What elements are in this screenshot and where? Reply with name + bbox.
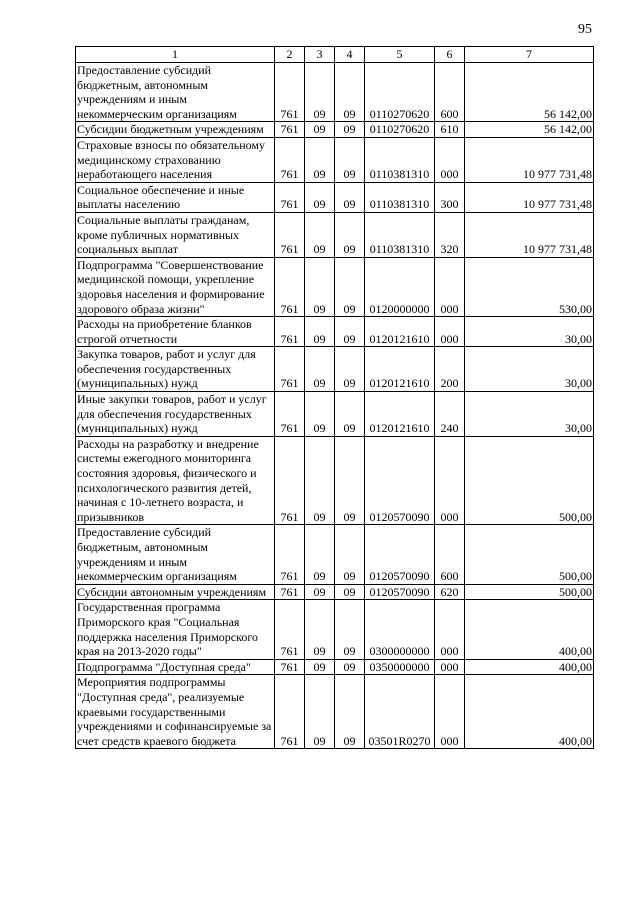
header-cell: 1 [76,47,275,63]
cell-target-article: 0120121610 [365,347,435,392]
cell-name: Государственная программа Приморского края "Социальная поддержка населения Приморского края на 2013-2020 годы" [76,600,275,659]
cell-name: Мероприятия подпрограммы "Доступная среда", реализуемые краевыми государственными учреждениями и софинансируемые за счет средств краевого бюджета [76,675,275,749]
cell-subsection: 09 [335,122,365,138]
cell-amount: 500,00 [465,584,594,600]
cell-subsection: 09 [335,182,365,212]
cell-department: 761 [275,182,305,212]
cell-target-article: 0120121610 [365,317,435,347]
table-row [76,525,594,584]
cell-department: 761 [275,600,305,659]
cell-amount: 30,00 [465,347,594,392]
cell-department: 761 [275,257,305,316]
cell-section: 09 [305,525,335,584]
cell-department: 761 [275,584,305,600]
cell-section: 09 [305,257,335,316]
cell-subsection: 09 [335,525,365,584]
cell-name: Субсидии бюджетным учреждениям [76,122,275,138]
cell-expense-type: 000 [435,659,465,675]
cell-expense-type: 610 [435,122,465,138]
header-cell: 2 [275,47,305,63]
cell-amount: 400,00 [465,675,594,749]
cell-target-article: 0350000000 [365,659,435,675]
cell-section: 09 [305,659,335,675]
table-row [76,392,594,437]
cell-name: Социальные выплаты гражданам, кроме публичных нормативных социальных выплат [76,212,275,257]
cell-name: Субсидии автономным учреждениям [76,584,275,600]
cell-subsection: 09 [335,212,365,257]
cell-name: Расходы на приобретение бланков строгой отчетности [76,317,275,347]
cell-subsection: 09 [335,600,365,659]
cell-target-article: 0120570090 [365,436,435,525]
cell-target-article: 0110381310 [365,182,435,212]
cell-name: Расходы на разработку и внедрение системы ежегодного мониторинга состояния здоровья, физического и психологического развития детей, начиная с 10-летнего возраста, и призывников [76,436,275,525]
cell-subsection: 09 [335,675,365,749]
cell-subsection: 09 [335,137,365,182]
cell-subsection: 09 [335,584,365,600]
header-cell: 5 [365,47,435,63]
cell-target-article: 0120570090 [365,584,435,600]
table-row [76,182,594,212]
cell-amount: 30,00 [465,392,594,437]
cell-expense-type: 620 [435,584,465,600]
cell-expense-type: 600 [435,63,465,122]
cell-expense-type: 200 [435,347,465,392]
cell-subsection: 09 [335,63,365,122]
cell-expense-type: 300 [435,182,465,212]
cell-amount: 500,00 [465,436,594,525]
cell-subsection: 09 [335,436,365,525]
cell-section: 09 [305,347,335,392]
table-row [76,600,594,659]
cell-department: 761 [275,317,305,347]
cell-section: 09 [305,212,335,257]
cell-amount: 530,00 [465,257,594,316]
header-cell: 3 [305,47,335,63]
cell-target-article: 03501R0270 [365,675,435,749]
cell-expense-type: 000 [435,600,465,659]
cell-subsection: 09 [335,347,365,392]
cell-name: Социальное обеспечение и иные выплаты населению [76,182,275,212]
cell-department: 761 [275,525,305,584]
cell-target-article: 0300000000 [365,600,435,659]
cell-name: Страховые взносы по обязательному медицинскому страхованию неработающего населения [76,137,275,182]
header-row [76,47,594,63]
table-row [76,122,594,138]
cell-section: 09 [305,122,335,138]
cell-department: 761 [275,212,305,257]
cell-target-article: 0120570090 [365,525,435,584]
table-row [76,436,594,525]
cell-expense-type: 240 [435,392,465,437]
header-cell: 6 [435,47,465,63]
cell-amount: 10 977 731,48 [465,137,594,182]
table-row [76,137,594,182]
cell-department: 761 [275,122,305,138]
table-row [76,212,594,257]
cell-section: 09 [305,63,335,122]
cell-name: Предоставление субсидий бюджетным, автономным учреждениям и иным некоммерческим организациям [76,525,275,584]
cell-section: 09 [305,584,335,600]
cell-section: 09 [305,600,335,659]
cell-amount: 400,00 [465,659,594,675]
table-body [76,47,594,749]
cell-section: 09 [305,675,335,749]
cell-target-article: 0110270620 [365,122,435,138]
cell-name: Иные закупки товаров, работ и услуг для обеспечения государственных (муниципальных) нужд [76,392,275,437]
cell-amount: 56 142,00 [465,122,594,138]
cell-expense-type: 000 [435,257,465,316]
table-row [76,63,594,122]
cell-expense-type: 600 [435,525,465,584]
cell-section: 09 [305,436,335,525]
table-row [76,347,594,392]
cell-section: 09 [305,317,335,347]
page-number: 95 [578,22,592,37]
cell-amount: 56 142,00 [465,63,594,122]
header-cell: 7 [465,47,594,63]
cell-section: 09 [305,137,335,182]
cell-subsection: 09 [335,317,365,347]
cell-department: 761 [275,659,305,675]
cell-subsection: 09 [335,257,365,316]
cell-target-article: 0110270620 [365,63,435,122]
cell-target-article: 0120121610 [365,392,435,437]
table-row [76,317,594,347]
cell-department: 761 [275,675,305,749]
table-row [76,659,594,675]
cell-section: 09 [305,392,335,437]
cell-expense-type: 320 [435,212,465,257]
cell-subsection: 09 [335,659,365,675]
cell-name: Предоставление субсидий бюджетным, автономным учреждениям и иным некоммерческим организациям [76,63,275,122]
table-row [76,257,594,316]
table-row [76,584,594,600]
cell-department: 761 [275,436,305,525]
cell-target-article: 0110381310 [365,137,435,182]
cell-subsection: 09 [335,392,365,437]
cell-name: Подпрограмма "Доступная среда" [76,659,275,675]
cell-name: Закупка товаров, работ и услуг для обеспечения государственных (муниципальных) нужд [76,347,275,392]
table-row [76,675,594,749]
cell-expense-type: 000 [435,317,465,347]
cell-target-article: 0110381310 [365,212,435,257]
cell-amount: 30,00 [465,317,594,347]
cell-department: 761 [275,347,305,392]
cell-department: 761 [275,63,305,122]
cell-department: 761 [275,392,305,437]
cell-amount: 10 977 731,48 [465,182,594,212]
cell-section: 09 [305,182,335,212]
cell-name: Подпрограмма "Совершенствование медицинской помощи, укрепление здоровья населения и формирование здорового образа жизни" [76,257,275,316]
cell-amount: 500,00 [465,525,594,584]
cell-expense-type: 000 [435,675,465,749]
cell-expense-type: 000 [435,436,465,525]
cell-expense-type: 000 [435,137,465,182]
cell-amount: 10 977 731,48 [465,212,594,257]
cell-amount: 400,00 [465,600,594,659]
header-cell: 4 [335,47,365,63]
budget-table [75,46,594,749]
cell-target-article: 0120000000 [365,257,435,316]
cell-department: 761 [275,137,305,182]
